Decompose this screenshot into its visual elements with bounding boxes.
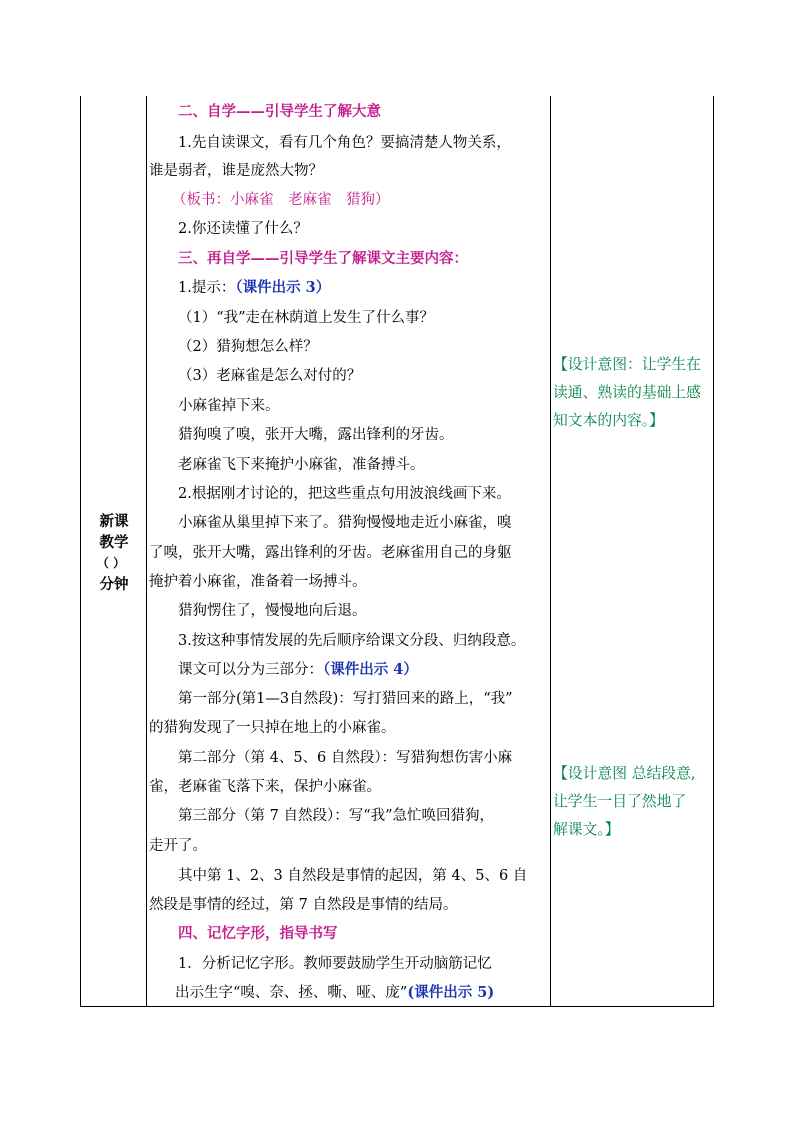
answer-3: 老麻雀飞下来掩护小麻雀，准备搏斗。 <box>178 457 425 473</box>
design-note-2b: 让学生一目了然地了 <box>553 793 687 810</box>
step-3-parts <box>178 660 418 680</box>
section-1a: 第一部分(第1—3自然段)：写打猎回来的路上，“我” <box>178 691 513 707</box>
step-2-text-b: 了嗅，张开大嘴，露出锋利的牙齿。老麻雀用自己的身躯 <box>149 545 512 561</box>
tip-line <box>178 278 330 298</box>
question-2: 2.你还读懂了什么？ <box>178 221 308 237</box>
step-3: 3.按这种事情发展的先后顺序给课文分段、归纳段意。 <box>178 633 526 649</box>
section-2a: 第二部分（第 4、5、6 自然段）：写猎狗想伤害小麻 <box>178 750 513 766</box>
tip-question-2: （2）猎狗想怎么样？ <box>178 339 318 355</box>
table-border-col2 <box>550 96 551 1006</box>
memorize-1: 1．分析记忆字形。教师要鼓励学生开动脑筋记忆 <box>178 956 492 972</box>
answer-2: 猎狗嗅了嗅，张开大嘴，露出锋利的牙齿。 <box>178 427 454 443</box>
table-border-right <box>713 96 714 1006</box>
section-2b: 雀，老麻雀飞落下来，保护小麻雀。 <box>149 779 381 795</box>
summary-b: 然段是事情的经过，第 7 自然段是事情的结局。 <box>149 897 458 913</box>
tip-question-1: （1）“我”走在林荫道上发生了什么事？ <box>178 310 435 326</box>
design-note-1a: 【设计意图：让学生在 <box>553 356 701 373</box>
section-3a: 第三部分（第 7 自然段）：写“我”急忙唤回猎狗， <box>178 808 495 824</box>
step-2: 2.根据刚才讨论的，把这些重点句用波浪线画下来。 <box>178 486 511 502</box>
question-1a: 1.先自读课文，看有几个角色？要搞清楚人物关系， <box>178 135 511 151</box>
step-2-text-d: 猎狗愣住了，慢慢地向后退。 <box>178 603 367 619</box>
step-3-parts-prefix: 课文可以分为三部分： <box>178 662 323 678</box>
memorize-2-prefix: 出示生字“嗅、奈、拯、嘶、哑、庞” <box>175 985 408 1001</box>
table-border-col1 <box>146 96 147 1006</box>
courseware-4: （课件出示 4） <box>323 661 418 678</box>
memorize-2 <box>175 983 494 1003</box>
table-border-left <box>80 96 81 1006</box>
design-note-2c: 解课文。】 <box>553 821 620 838</box>
courseware-3: （课件出示 3） <box>235 279 331 296</box>
answer-1: 小麻雀掉下来。 <box>178 398 280 414</box>
tip-question-3: （3）老麻雀是怎么对付的？ <box>178 368 362 384</box>
design-note-1b: 读通、熟读的基础上感 <box>553 384 701 401</box>
design-note-1c: 知文本的内容。】 <box>553 412 664 429</box>
section-1b: 的猎狗发现了一只掉在地上的小麻雀。 <box>149 720 396 736</box>
summary-a: 其中第 1、2、3 自然段是事情的起因，第 4、5、6 自 <box>178 868 528 884</box>
section-label: 新课 教学 （ ） 分钟 <box>96 513 129 593</box>
step-2-text-c: 掩护着小麻雀，准备着一场搏斗。 <box>149 574 367 590</box>
heading-re-study: 三、再自学——引导学生了解课文主要内容： <box>178 250 468 267</box>
design-note-2a: 【设计意图 总结段意, <box>553 765 696 782</box>
tip-prefix: 1.提示： <box>178 280 236 296</box>
heading-self-study: 二、自学——引导学生了解大意 <box>178 103 381 120</box>
heading-memorize: 四、记忆字形，指导书写 <box>178 925 338 942</box>
question-1b: 谁是弱者，谁是庞然大物？ <box>149 163 323 179</box>
table-border-bottom <box>80 1006 714 1007</box>
step-2-text-a: 小麻雀从巢里掉下来了。猎狗慢慢地走近小麻雀，嗅 <box>178 515 512 531</box>
board-writing: （板书：小麻雀 老麻雀 猎狗） <box>172 192 390 208</box>
courseware-5: (课件出示 5) <box>407 984 495 1001</box>
section-3b: 走开了。 <box>149 838 207 854</box>
